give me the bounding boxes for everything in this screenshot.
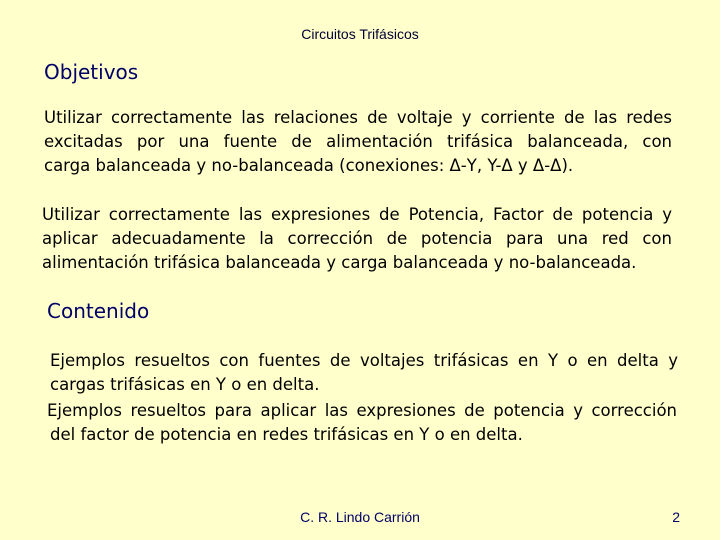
section-title-contenido: Contenido <box>47 299 150 323</box>
text-line: Ejemplos resueltos para aplicar las expresiones de potencia y corrección <box>47 401 677 420</box>
text-line: Utilizar correctamente las relaciones de voltaje y corriente de las redes <box>44 108 672 127</box>
footer-author: C. R. Lindo Carrión <box>300 509 420 525</box>
contenido-paragraph-2 <box>47 399 677 447</box>
objetivos-paragraph-2 <box>42 203 672 275</box>
contenido-paragraph-1 <box>50 349 678 397</box>
slide-header-title: Circuitos Trifásicos <box>301 26 419 42</box>
text-line: carga balanceada y no-balanceada (conexiones: Δ-Y, Y-Δ y Δ-Δ). <box>44 156 574 175</box>
objetivos-paragraph-1 <box>44 106 672 178</box>
text-line: excitadas por una fuente de alimentación trifásica balanceada, con <box>44 132 672 151</box>
page-number: 2 <box>672 509 680 525</box>
text-line: Utilizar correctamente las expresiones de Potencia, Factor de potencia y <box>42 205 672 224</box>
text-line: cargas trifásicas en Y o en delta. <box>50 375 320 394</box>
section-title-objetivos: Objetivos <box>44 60 139 84</box>
text-line: alimentación trifásica balanceada y carga balanceada y no-balanceada. <box>42 253 637 272</box>
text-line: aplicar adecuadamente la corrección de potencia para una red con <box>42 229 672 248</box>
text-line: del factor de potencia en redes trifásicas en Y o en delta. <box>50 425 523 444</box>
text-line: Ejemplos resueltos con fuentes de voltajes trifásicas en Y o en delta y <box>50 351 678 370</box>
